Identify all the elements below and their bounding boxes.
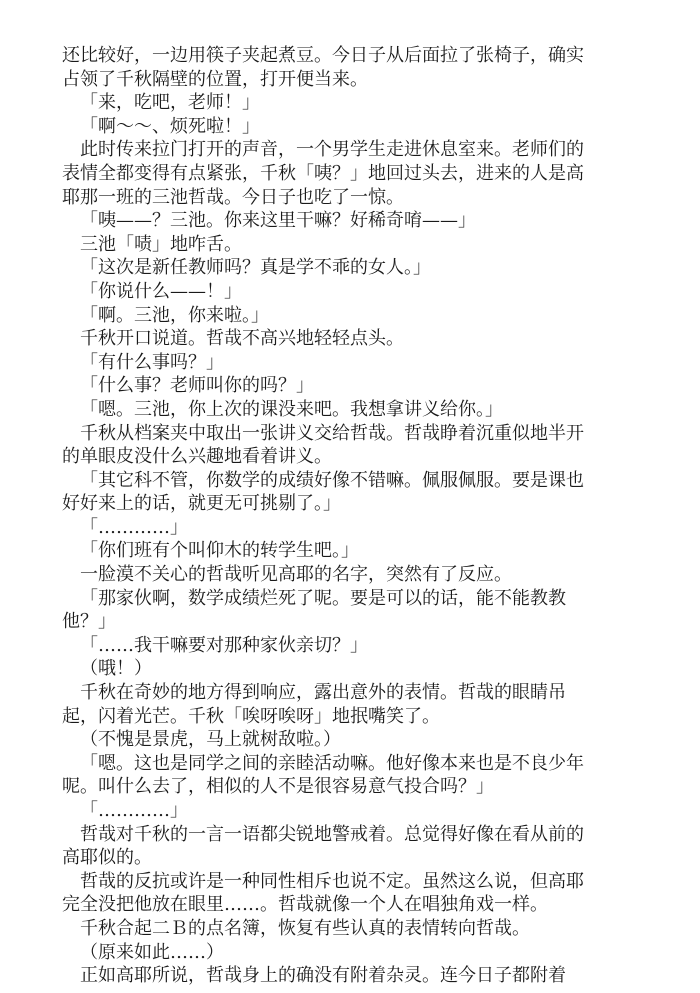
text-line: 正如高耶所说，哲哉身上的确没有附着杂灵。连今日子都附着 [80,965,566,987]
text-line: 「嗯。三池，你上次的课没来吧。我想拿讲义给你。」 [80,398,503,420]
text-line: 「啊～～、烦死啦！」 [80,115,260,137]
text-line: 起，闪着光芒。千秋「唉呀唉呀」地抿嘴笑了。 [62,705,440,727]
text-line: 千秋合起二Ｂ的点名簿，恢复有些认真的表情转向哲哉。 [80,917,530,939]
text-line: 「…………」 [80,800,188,821]
text-line: 「什么事？老师叫你的吗？」 [80,375,314,397]
text-line: 「啊。三池，你来啦。」 [80,304,269,326]
text-line: 表情全都变得有点紧张，千秋「咦？」地回过头去，进来的人是高 [62,162,584,184]
text-line: 的单眼皮没什么兴趣地看着讲义。 [62,446,332,468]
text-line: 哲哉的反抗或许是一种同性相斥也说不定。虽然这么说，但高耶 [80,870,584,892]
text-line: 「你说什么——！」 [80,280,242,302]
text-line: 「有什么事吗？」 [80,351,224,373]
text-line: 三池「啧」地咋舌。 [80,233,242,255]
text-line: 「那家伙啊，数学成绩烂死了呢。要是可以的话，能不能教教 [80,587,566,609]
text-line: 千秋在奇妙的地方得到响应，露出意外的表情。哲哉的眼睛吊 [80,682,566,704]
text-line: 此时传来拉门打开的声音，一个男学生走进休息室来。老师们的 [80,139,584,161]
text-line: 「来，吃吧，老师！」 [80,92,260,114]
text-line: 他？」 [62,611,116,633]
text-line: 占领了千秋隔壁的位置，打开便当来。 [62,68,368,90]
text-line: （原来如此……） [80,941,224,963]
text-line: 「……我干嘛要对那种家伙亲切？」 [80,634,368,656]
text-line: 一脸漠不关心的哲哉听见高耶的名字，突然有了反应。 [80,564,512,586]
text-line: 好好来上的话，就更无可挑剔了。」 [62,493,341,515]
text-line: 「嗯。这也是同学之间的亲睦活动嘛。他好像本来也是不良少年 [80,752,584,774]
text-line: 千秋开口说道。哲哉不高兴地轻轻点头。 [80,328,404,350]
text-line: 千秋从档案夹中取出一张讲义交给哲哉。哲哉睁着沉重似地半开 [80,422,584,444]
text-line: 耶那一班的三池哲哉。今日子也吃了一惊。 [62,186,404,208]
text-line: 「这次是新任教师吗？真是学不乖的女人。」 [80,257,431,279]
text-line: 「咦——？三池。你来这里干嘛？好稀奇唷——」 [80,210,476,232]
text-line: 「其它科不管，你数学的成绩好像不错嘛。佩服佩服。要是课也 [80,469,584,491]
text-line: 哲哉对千秋的一言一语都尖锐地警戒着。总觉得好像在看从前的 [80,823,584,845]
text-line: 还比较好，一边用筷子夹起煮豆。今日子从后面拉了张椅子，确实 [62,45,584,66]
text-line: 完全没把他放在眼里……。哲哉就像一个人在唱独角戏一样。 [62,894,548,916]
text-line: 高耶似的。 [62,847,152,869]
text-line: 「…………」 [80,516,188,538]
text-line: （不愧是景虎，马上就树敌啦。） [80,729,341,751]
text-line: 呢。叫什么去了，相似的人不是很容易意气投合吗？」 [62,776,494,798]
book-page [62,44,640,988]
text-line: 「你们班有个叫仰木的转学生吧。」 [80,540,359,562]
text-line: （哦！） [80,658,152,680]
